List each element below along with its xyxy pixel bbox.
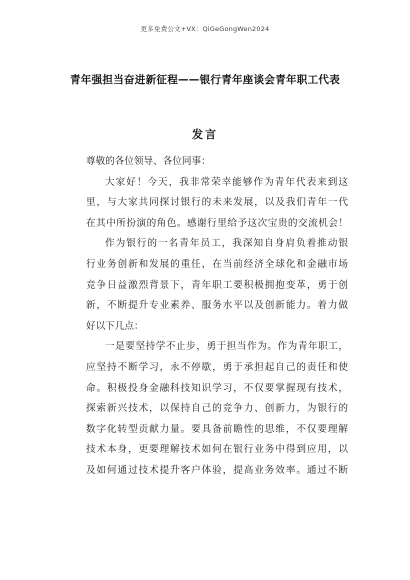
body-line: 及如何通过技术提升客户体验，提高业务效率。通过不断 bbox=[86, 464, 348, 476]
body-line: 行业务创新和发展的重任，在当前经济全球化和金融市场 bbox=[86, 258, 348, 270]
body-line: 数字化转型贡献力量。要具备前瞻性的思维，不仅要理解 bbox=[86, 423, 348, 435]
body-line: 应坚持不断学习，永不停歇，勇于承担起自己的责任和使 bbox=[86, 361, 348, 373]
body-line: 好以下几点： bbox=[86, 320, 144, 332]
body-line: 在其中所扮演的角色。感谢行里给予这次宝贵的交流机会！ bbox=[86, 217, 348, 229]
document-title: 青年强担当奋进新征程——银行青年座谈会青年职工代表 bbox=[70, 74, 340, 86]
body-line: 大家好！今天，我非常荣幸能够作为青年代表来到这 bbox=[105, 176, 348, 188]
body-line: 技术本身，更要理解技术如何在银行业务中得到应用，以 bbox=[86, 444, 348, 456]
header-note: 更多免费公文+VX：QiGeGongWen2024 bbox=[140, 25, 270, 33]
salutation-line: 尊敬的各位领导、各位同事： bbox=[86, 156, 211, 167]
body-line: 命。积极投身金融科技知识学习，不仅要掌握现有技术， bbox=[86, 382, 348, 394]
document-subtitle: 发言 bbox=[192, 128, 218, 141]
body-line: 一是要坚持学不止步，勇于担当作为。作为青年职工， bbox=[105, 341, 348, 353]
body-line: 新，不断提升专业素养、服务水平以及创新能力。着力做 bbox=[86, 300, 348, 312]
body-line: 竞争日益激烈背景下，青年职工要积极拥抱变革，勇于创 bbox=[86, 279, 348, 291]
body-line: 探索新兴技术，以保持自己的竞争力、创新力，为银行的 bbox=[86, 403, 348, 415]
body-line: 里，与大家共同探讨银行的未来发展，以及我们青年一代 bbox=[86, 197, 348, 209]
body-line: 作为银行的一名青年员工，我深知自身肩负着推动银 bbox=[105, 238, 348, 250]
document-body bbox=[86, 152, 348, 482]
